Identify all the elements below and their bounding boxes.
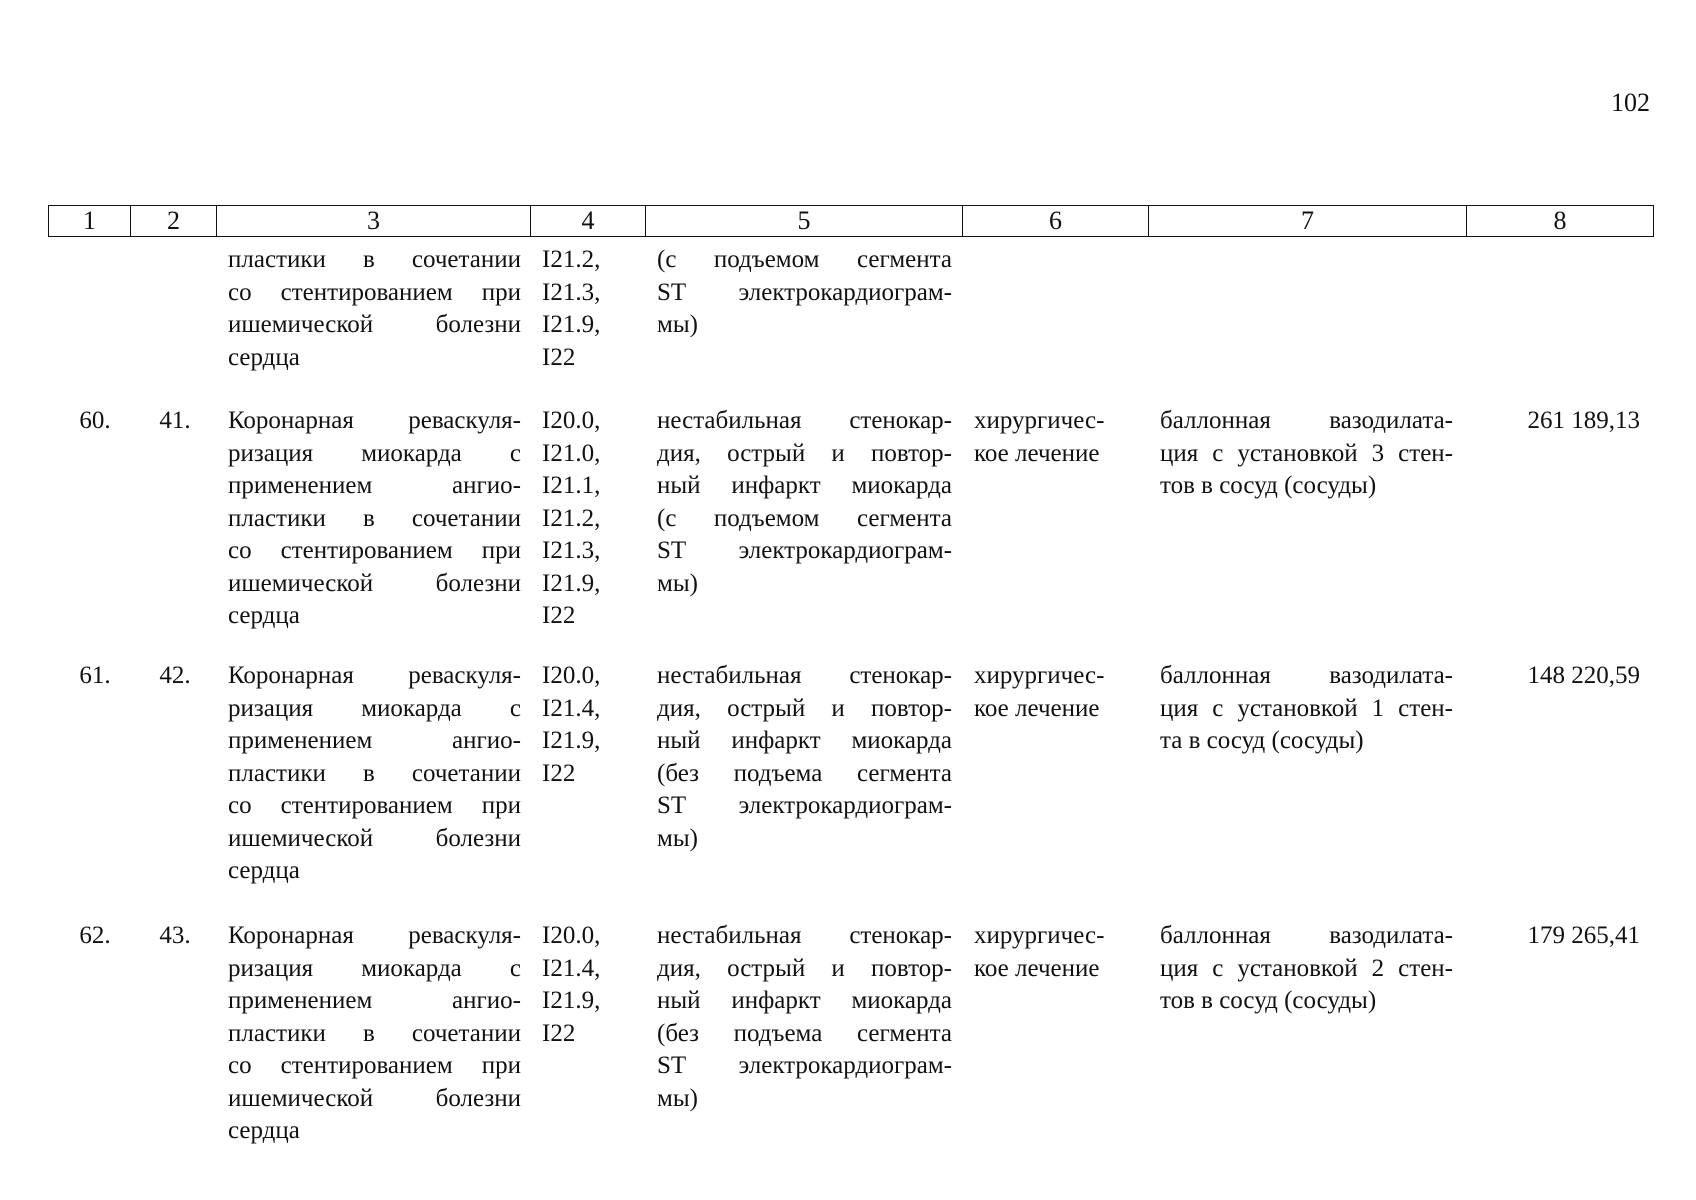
text-line: ный инфаркт миокарда [657,987,952,1014]
text-line: I21.0, [542,439,601,467]
text-line: ция с установкой 3 стен- [1160,439,1453,467]
text-line: со стентированием при [228,278,521,306]
method-name [228,920,521,1148]
text-line: тов в сосуд (сосуды) [1160,987,1377,1014]
text-line: со стентированием при [228,792,521,819]
treatment-type [974,920,1144,985]
text-line: ST электрокардиограм- [657,537,952,564]
treatment-type [974,660,1144,725]
text-line: ризация миокарда с [228,694,521,722]
text-line: мы) [657,311,698,338]
group-number: 41. [159,407,191,434]
text-line: ция с установкой 2 стен- [1160,954,1453,982]
header-col-2: 2 [131,206,217,237]
row-number: 61. [79,662,111,689]
diagnosis [657,920,952,1115]
cost-value: 148 220,59 [1527,662,1640,689]
method-name [228,660,521,888]
text-line: пластики в сочетании [228,1019,521,1047]
header-col-5: 5 [646,206,963,237]
text-line: I20.0, [542,407,601,434]
row-number: 62. [79,922,111,949]
text-line: I22 [542,1019,576,1047]
text-line: пластики в сочетании [228,246,521,273]
text-line: ST электрокардиограм- [657,1052,952,1079]
text-line: дия, острый и повтор- [657,954,952,982]
icd-codes [542,405,622,633]
text-line: кое лечение [974,439,1100,467]
text-line: сердца [228,343,300,371]
text-line: ный инфаркт миокарда [657,727,952,754]
cost-value: 261 189,13 [1527,407,1640,434]
header-col-1: 1 [49,206,131,237]
text-line: ишемической болезни [228,311,521,338]
continuation-icd-codes [542,244,622,374]
text-line: кое лечение [974,694,1100,722]
text-line: ризация миокарда с [228,439,521,467]
diagnosis [657,660,952,855]
text-line: I21.4, [542,694,601,722]
text-line: баллонная вазодилата- [1160,407,1453,434]
text-line: ный инфаркт миокарда [657,472,952,499]
text-line: мы) [657,824,698,852]
text-line: хирургичес- [974,662,1105,689]
text-line: I20.0, [542,662,601,689]
text-line: ризация миокарда с [228,954,521,982]
text-line: (с подъемом сегмента [657,246,952,273]
text-line: та в сосуд (сосуды) [1160,727,1364,754]
header-col-6: 6 [963,206,1149,237]
text-line: I20.0, [542,922,601,949]
column-number-header [48,205,1654,237]
cost-value: 179 265,41 [1527,922,1640,949]
diagnosis [657,405,952,600]
text-line: I21.9, [542,987,601,1014]
text-line: ST электрокардиограм- [657,278,952,306]
icd-codes [542,660,622,790]
text-line: мы) [657,569,698,597]
text-line: нестабильная стенокар- [657,922,952,949]
treatment-type [974,405,1144,470]
text-line: применением ангио- [228,472,521,499]
text-line: мы) [657,1084,698,1112]
text-line: баллонная вазодилата- [1160,922,1453,949]
method-name [228,405,521,633]
text-line: ишемической болезни [228,569,521,597]
text-line: I21.4, [542,954,601,982]
text-line: I22 [542,759,576,787]
text-line: со стентированием при [228,537,521,564]
text-line: I22 [542,343,576,371]
text-line: нестабильная стенокар- [657,407,952,434]
continuation-diagnosis [657,244,952,342]
text-line: Коронарная реваскуля- [228,662,521,689]
text-line: ишемической болезни [228,824,521,852]
treatment-method [1160,660,1453,758]
text-line: сердца [228,602,300,629]
header-col-8: 8 [1467,206,1654,237]
text-line: хирургичес- [974,922,1105,949]
text-line: дия, острый и повтор- [657,439,952,467]
page-number: 102 [1611,88,1650,117]
header-col-3: 3 [217,206,531,237]
text-line: I21.1, [542,472,601,499]
text-line: (без подъема сегмента [657,1019,952,1047]
text-line: кое лечение [974,954,1100,982]
text-line: ишемической болезни [228,1084,521,1112]
text-line: Коронарная реваскуля- [228,922,521,949]
text-line: сердца [228,857,300,884]
treatment-method [1160,920,1453,1018]
text-line: I21.2, [542,504,601,532]
text-line: хирургичес- [974,407,1105,434]
text-line: пластики в сочетании [228,504,521,532]
group-number: 43. [159,922,191,949]
text-line: баллонная вазодилата- [1160,662,1453,689]
text-line: пластики в сочетании [228,759,521,787]
text-line: I21.9, [542,311,601,338]
text-line: I21.9, [542,569,601,597]
text-line: ST электрокардиограм- [657,792,952,819]
treatment-method [1160,405,1453,503]
text-line: (без подъема сегмента [657,759,952,787]
text-line: I21.3, [542,537,601,564]
text-line: со стентированием при [228,1052,521,1079]
text-line: дия, острый и повтор- [657,694,952,722]
text-line: I22 [542,602,576,629]
text-line: Коронарная реваскуля- [228,407,521,434]
header-col-7: 7 [1149,206,1467,237]
text-line: I21.3, [542,278,601,306]
icd-codes [542,920,622,1050]
row-number: 60. [79,407,111,434]
text-line: сердца [228,1117,300,1144]
text-line: I21.2, [542,246,601,273]
group-number: 42. [159,662,191,689]
header-col-4: 4 [531,206,646,237]
text-line: применением ангио- [228,987,521,1014]
text-line: ция с установкой 1 стен- [1160,694,1453,722]
continuation-method-name [228,244,521,374]
text-line: тов в сосуд (сосуды) [1160,472,1377,499]
text-line: (с подъемом сегмента [657,504,952,532]
text-line: применением ангио- [228,727,521,754]
text-line: I21.9, [542,727,601,754]
text-line: нестабильная стенокар- [657,662,952,689]
